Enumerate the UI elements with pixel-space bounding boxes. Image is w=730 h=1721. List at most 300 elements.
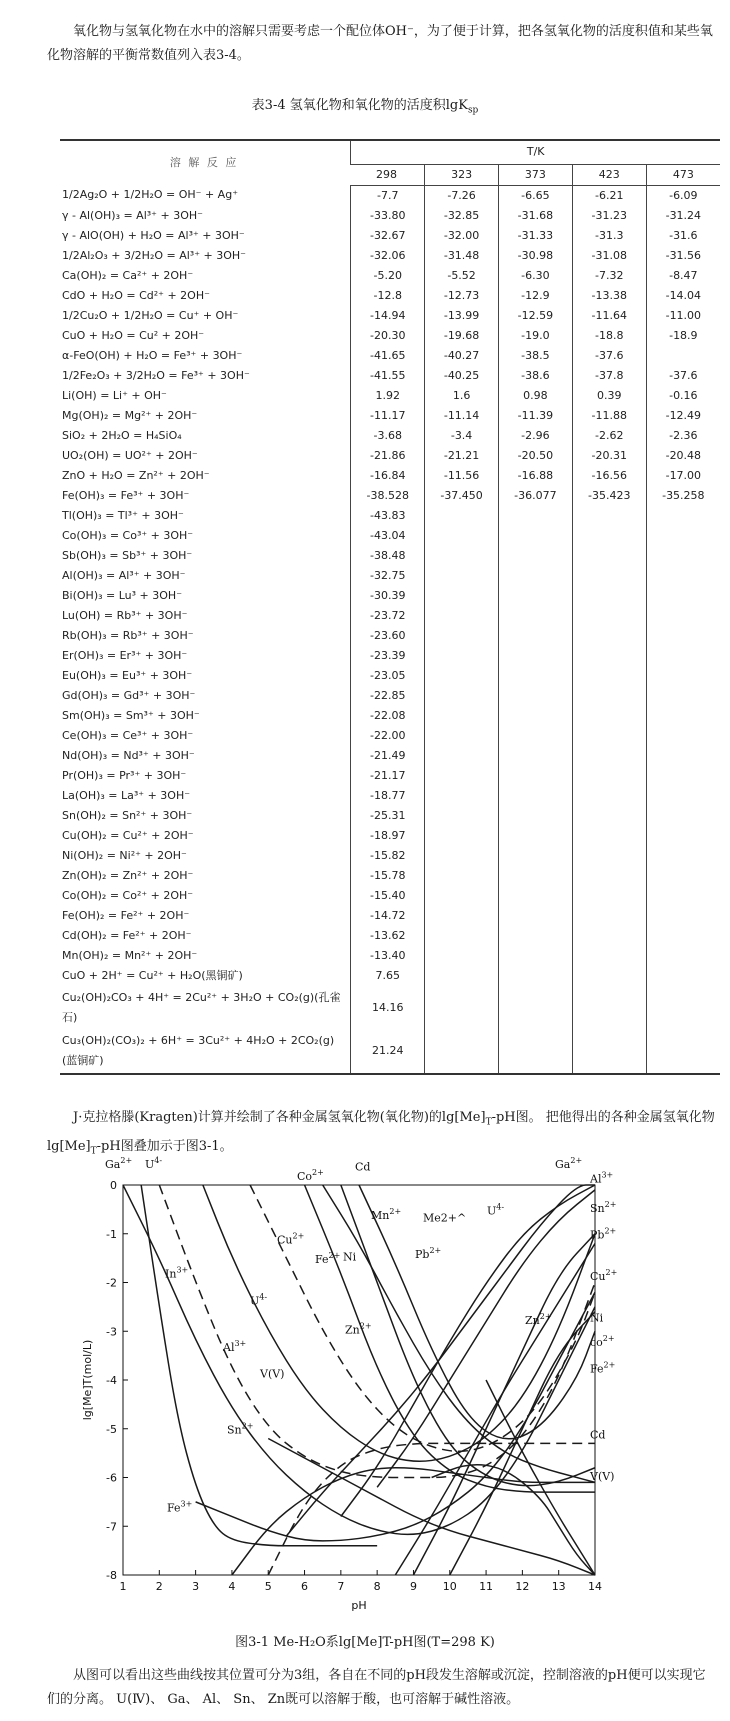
header-temp-373: 373 (499, 164, 573, 185)
table-row (60, 486, 720, 506)
value-cell-423: -31.23 (572, 206, 646, 226)
value-cell-323 (425, 586, 499, 606)
value-cell-323 (425, 506, 499, 526)
header-temp-423: 423 (572, 164, 646, 185)
table-row (60, 986, 720, 1030)
y-tick-label: 0 (110, 1179, 117, 1192)
value-cell-473: -6.09 (646, 185, 720, 206)
curve-label-charge: 2+ (241, 1421, 254, 1431)
header-reaction: 溶 解 反 应 (60, 140, 351, 185)
value-cell-298: 21.24 (351, 1030, 425, 1074)
value-cell-373 (499, 946, 573, 966)
reaction-cell: Cu₂(OH)₂CO₃ + 4H⁺ = 2Cu²⁺ + 3H₂O + CO₂(g)(孔雀石) (62, 990, 341, 1024)
value-cell-473 (646, 566, 720, 586)
value-cell-423 (572, 846, 646, 866)
value-cell-423: -2.62 (572, 426, 646, 446)
value-cell-373 (499, 706, 573, 726)
x-tick-label: 12 (515, 1580, 530, 1593)
value-cell-423 (572, 706, 646, 726)
curve-label: $U^{4-}$ (487, 1202, 505, 1218)
x-tick-label: 10 (442, 1580, 457, 1593)
para2-sub-1: T (485, 1117, 492, 1128)
value-cell-473 (646, 886, 720, 906)
x-tick-label: 14 (588, 1580, 602, 1593)
reaction-cell: CuO + 2H⁺ = Cu²⁺ + H₂O(黑铜矿) (62, 968, 243, 982)
value-cell-298: -22.00 (351, 726, 425, 746)
reaction-cell: Ce(OH)₃ = Ce³⁺ + 3OH⁻ (62, 728, 194, 742)
table-caption (0, 94, 730, 116)
reaction-cell: Co(OH)₂ = Co²⁺ + 2OH⁻ (62, 888, 194, 902)
value-cell-473 (646, 746, 720, 766)
reaction-cell: γ - AlO(OH) + H₂O = Al³⁺ + 3OH⁻ (62, 228, 245, 242)
value-cell-323: -7.26 (425, 185, 499, 206)
value-cell-473 (646, 586, 720, 606)
x-tick-label: 11 (479, 1580, 494, 1593)
value-cell-423: -37.8 (572, 366, 646, 386)
table-row (60, 406, 720, 426)
value-cell-298: -14.72 (351, 906, 425, 926)
x-axis-label: pH (351, 1599, 367, 1612)
value-cell-473 (646, 346, 720, 366)
value-cell-473 (646, 866, 720, 886)
value-cell-373: -12.59 (499, 306, 573, 326)
x-tick-label: 2 (155, 1580, 163, 1593)
y-axis-label: lg[Me]T(mol/L) (81, 1339, 94, 1421)
value-cell-323 (425, 966, 499, 986)
figure-caption: 图3-1 Me-H₂O系lg[Me]T-pH图(T=298 K) (235, 1635, 495, 1650)
curve-label: $Pb^{2+}$ (415, 1246, 442, 1262)
value-cell-323: -37.450 (425, 486, 499, 506)
value-cell-473 (646, 946, 720, 966)
table-row (60, 646, 720, 666)
table-row (60, 506, 720, 526)
value-cell-373 (499, 606, 573, 626)
value-cell-423: -35.423 (572, 486, 646, 506)
value-cell-298: -13.40 (351, 946, 425, 966)
value-cell-423: -37.6 (572, 346, 646, 366)
curve-label-charge: 2+ (312, 1168, 324, 1178)
value-cell-373: -19.0 (499, 326, 573, 346)
curve-label-charge: 2+ (389, 1207, 402, 1217)
value-cell-473 (646, 826, 720, 846)
reaction-cell: Ni(OH)₂ = Ni²⁺ + 2OH⁻ (62, 848, 187, 862)
reaction-cell: Al(OH)₃ = Al³⁺ + 3OH⁻ (62, 568, 186, 582)
value-cell-423 (572, 1030, 646, 1074)
value-cell-298: -22.08 (351, 706, 425, 726)
x-tick-label: 5 (264, 1580, 272, 1593)
reaction-cell: Tl(OH)₃ = Tl³⁺ + 3OH⁻ (62, 508, 184, 522)
value-cell-473 (646, 926, 720, 946)
value-cell-373 (499, 746, 573, 766)
kragten-paragraph (47, 1106, 717, 1163)
reaction-cell: α-FeO(OH) + H₂O = Fe³⁺ + 3OH⁻ (62, 348, 243, 362)
value-cell-298: -18.77 (351, 786, 425, 806)
value-cell-473: -14.04 (646, 286, 720, 306)
value-cell-298: -18.97 (351, 826, 425, 846)
value-cell-323 (425, 706, 499, 726)
value-cell-473 (646, 526, 720, 546)
reaction-cell: CuO + H₂O = Cu² + 2OH⁻ (62, 328, 205, 342)
value-cell-298: 7.65 (351, 966, 425, 986)
value-cell-373: -31.68 (499, 206, 573, 226)
table-row (60, 346, 720, 366)
value-cell-373 (499, 986, 573, 1030)
value-cell-298: -25.31 (351, 806, 425, 826)
curve-label: $Sn^{2+}$ (227, 1421, 254, 1437)
curve-label: $Ga^{2+}$ (105, 1155, 133, 1171)
series-line (141, 1185, 377, 1546)
curve-label-charge: 2+ (602, 1333, 615, 1343)
value-cell-323: -12.73 (425, 286, 499, 306)
table-row (60, 606, 720, 626)
value-cell-298: -12.8 (351, 286, 425, 306)
value-cell-473 (646, 966, 720, 986)
header-temp-298: 298 (351, 164, 425, 185)
x-tick-label: 7 (337, 1580, 345, 1593)
curve-label-charge: 2+ (120, 1155, 133, 1165)
value-cell-473 (646, 546, 720, 566)
value-cell-298: -23.39 (351, 646, 425, 666)
value-cell-473: -37.6 (646, 366, 720, 386)
curve-label-charge: 2+ (359, 1321, 372, 1331)
reaction-cell: Eu(OH)₃ = Eu³⁺ + 3OH⁻ (62, 668, 193, 682)
table-row (60, 1030, 720, 1074)
para2-part-a: J·克拉格滕(Kragten)计算并绘制了各种金属氢氧化物(氧化物)的lg[Me] (73, 1110, 486, 1125)
value-cell-323 (425, 826, 499, 846)
value-cell-323 (425, 606, 499, 626)
table-row (60, 206, 720, 226)
table-row (60, 526, 720, 546)
value-cell-373 (499, 806, 573, 826)
table-row (60, 466, 720, 486)
curve-label-charge: 2+ (429, 1246, 442, 1256)
curve-label: $Zn^{2+}$ (525, 1311, 552, 1327)
value-cell-473: -31.24 (646, 206, 720, 226)
value-cell-423 (572, 606, 646, 626)
curve-label-charge: 2+ (603, 1360, 616, 1370)
value-cell-323: -11.56 (425, 466, 499, 486)
curve-label: Ni (343, 1250, 357, 1264)
value-cell-373 (499, 546, 573, 566)
value-cell-423 (572, 886, 646, 906)
curve-label: $co^{2+}$ (590, 1333, 615, 1349)
x-tick-label: 9 (409, 1580, 417, 1593)
value-cell-323 (425, 666, 499, 686)
reaction-cell: Sm(OH)₃ = Sm³⁺ + 3OH⁻ (62, 708, 200, 722)
value-cell-473: -18.9 (646, 326, 720, 346)
value-cell-473: -35.258 (646, 486, 720, 506)
reaction-cell: SiO₂ + 2H₂O = H₄SiO₄ (62, 428, 182, 442)
value-cell-473 (646, 606, 720, 626)
value-cell-373: -38.6 (499, 366, 573, 386)
value-cell-373: 0.98 (499, 386, 573, 406)
value-cell-323 (425, 866, 499, 886)
value-cell-423 (572, 686, 646, 706)
value-cell-298: 1.92 (351, 386, 425, 406)
table-row (60, 626, 720, 646)
table-row (60, 966, 720, 986)
reaction-cell: Sn(OH)₂ = Sn²⁺ + 3OH⁻ (62, 808, 193, 822)
value-cell-323: -3.4 (425, 426, 499, 446)
series-line (341, 1185, 595, 1486)
curve-label: $U^{4-}$ (145, 1155, 163, 1171)
value-cell-373 (499, 786, 573, 806)
curve-label: $Sn^{2+}$ (590, 1199, 617, 1215)
curve-label-charge: 3+ (180, 1499, 193, 1509)
reaction-cell: 1/2Cu₂O + 1/2H₂O = Cu⁺ + OH⁻ (62, 308, 239, 322)
value-cell-373 (499, 966, 573, 986)
value-cell-473 (646, 906, 720, 926)
value-cell-473: -11.00 (646, 306, 720, 326)
reaction-cell: Li(OH) = Li⁺ + OH⁻ (62, 388, 167, 402)
table-row (60, 326, 720, 346)
curve-label-charge: 2+ (604, 1226, 617, 1236)
y-tick-label: -6 (106, 1471, 117, 1485)
reaction-cell: Co(OH)₃ = Co³⁺ + 3OH⁻ (62, 528, 194, 542)
para2-part-c: -pH图。 把他得出的各种金属氢氧化物lg[Me] (47, 1110, 715, 1154)
reaction-cell: Cu₃(OH)₂(CO₃)₂ + 6H⁺ = 3Cu²⁺ + 4H₂O + 2CO₂(g)(蓝铜矿) (60, 1030, 351, 1074)
value-cell-373 (499, 906, 573, 926)
reaction-cell: Mn(OH)₂ = Mn²⁺ + 2OH⁻ (62, 948, 198, 962)
value-cell-298: -43.83 (351, 506, 425, 526)
value-cell-298: -21.86 (351, 446, 425, 466)
y-tick-label: -4 (106, 1374, 117, 1387)
table-row (60, 786, 720, 806)
curve-label: $Mn^{2+}$ (371, 1207, 402, 1223)
value-cell-373 (499, 626, 573, 646)
curve-label-charge: 4- (154, 1155, 163, 1165)
curve-label-charge: 3+ (601, 1170, 614, 1180)
value-cell-423 (572, 646, 646, 666)
reaction-cell: 1/2Al₂O₃ + 3/2H₂O = Al³⁺ + 3OH⁻ (62, 248, 246, 262)
value-cell-473 (646, 626, 720, 646)
value-cell-298: -32.75 (351, 566, 425, 586)
value-cell-323 (425, 906, 499, 926)
value-cell-373 (499, 666, 573, 686)
table-row (60, 926, 720, 946)
curve-label: $Al^{3+}$ (590, 1170, 614, 1186)
curve-label: $Ga^{2+}$ (555, 1155, 583, 1171)
reaction-cell: Fe(OH)₃ = Fe³⁺ + 3OH⁻ (62, 488, 190, 502)
header-temperature: T/K (351, 140, 720, 164)
para2-part-e: -pH图叠加示于图3-1。 (96, 1138, 233, 1154)
value-cell-298: -15.78 (351, 866, 425, 886)
x-tick-label: 3 (192, 1580, 200, 1593)
reaction-cell: Pr(OH)₃ = Pr³⁺ + 3OH⁻ (62, 768, 187, 782)
series-line (359, 1185, 595, 1439)
value-cell-298: -38.48 (351, 546, 425, 566)
reaction-cell: Nd(OH)₃ = Nd³⁺ + 3OH⁻ (62, 748, 195, 762)
table-row (60, 666, 720, 686)
table-row (60, 185, 720, 206)
value-cell-423: -11.64 (572, 306, 646, 326)
curve-label: $Cu^{2+}$ (277, 1231, 305, 1247)
table-row (60, 226, 720, 246)
value-cell-298: -23.60 (351, 626, 425, 646)
value-cell-423: -7.32 (572, 266, 646, 286)
value-cell-323 (425, 786, 499, 806)
value-cell-373 (499, 566, 573, 586)
value-cell-373: -6.65 (499, 185, 573, 206)
reaction-cell: Sb(OH)₃ = Sb³⁺ + 3OH⁻ (62, 548, 193, 562)
value-cell-373 (499, 586, 573, 606)
value-cell-473: -20.48 (646, 446, 720, 466)
value-cell-323 (425, 926, 499, 946)
value-cell-373 (499, 766, 573, 786)
value-cell-473: -17.00 (646, 466, 720, 486)
value-cell-323 (425, 746, 499, 766)
curve-label: Ni (590, 1311, 604, 1325)
value-cell-423: -11.88 (572, 406, 646, 426)
value-cell-423 (572, 986, 646, 1030)
value-cell-423 (572, 566, 646, 586)
table-row (60, 886, 720, 906)
solubility-table (60, 139, 720, 1075)
value-cell-323: -5.52 (425, 266, 499, 286)
value-cell-298: -32.67 (351, 226, 425, 246)
reaction-cell: UO₂(OH) = UO²⁺ + 2OH⁻ (62, 448, 198, 462)
y-tick-label: -5 (106, 1422, 117, 1436)
table-row (60, 246, 720, 266)
lg-me-ph-chart (75, 1155, 635, 1623)
value-cell-473: -12.49 (646, 406, 720, 426)
value-cell-473 (646, 686, 720, 706)
table-row (60, 546, 720, 566)
table-row (60, 806, 720, 826)
curve-label: Cd (590, 1428, 606, 1442)
curve-label-charge: 2+ (328, 1251, 341, 1260)
table-caption-text: 表3-4 氢氧化物和氧化物的活度积lgK (251, 98, 468, 113)
curve-label: $Fe^{2+}$ (315, 1251, 341, 1266)
curve-label: V(V) (260, 1367, 285, 1381)
y-tick-label: -2 (106, 1276, 117, 1290)
table-row (60, 706, 720, 726)
curve-label: Cd (355, 1160, 371, 1174)
reaction-cell: Er(OH)₃ = Er³⁺ + 3OH⁻ (62, 648, 188, 662)
reaction-cell: Cd(OH)₂ = Fe²⁺ + 2OH⁻ (62, 928, 192, 942)
value-cell-373 (499, 686, 573, 706)
value-cell-298: -30.39 (351, 586, 425, 606)
value-cell-423: -6.21 (572, 185, 646, 206)
intro-paragraph: 氧化物与氢氧化物在水中的溶解只需要考虑一个配位体OH⁻，为了便于计算，把各氢氧化物的活度积值和某些氧化物溶解的平衡常数值列入表3-4。 (47, 24, 713, 63)
value-cell-473 (646, 766, 720, 786)
value-cell-373: -36.077 (499, 486, 573, 506)
conclusion-paragraph: 从图可以看出这些曲线按其位置可分为3组，各自在不同的pH段发生溶解或沉淀，控制溶液的pH便可以实现它们的分离。 U(Ⅳ)、 Ga、 Al、 Sn、 Zn既可以溶解于酸，也可溶解于碱性溶液。 (47, 1668, 706, 1707)
value-cell-423 (572, 526, 646, 546)
table-row (60, 266, 720, 286)
value-cell-298: -21.49 (351, 746, 425, 766)
x-tick-label: 13 (551, 1580, 566, 1593)
header-temp-473: 473 (646, 164, 720, 185)
value-cell-323 (425, 626, 499, 646)
curve-label: Me2+^ (423, 1211, 467, 1225)
value-cell-298: -32.06 (351, 246, 425, 266)
value-cell-473 (646, 786, 720, 806)
value-cell-323: -31.48 (425, 246, 499, 266)
value-cell-423 (572, 666, 646, 686)
value-cell-423: -13.38 (572, 286, 646, 306)
value-cell-323 (425, 1030, 499, 1074)
value-cell-373: -31.33 (499, 226, 573, 246)
reaction-cell: 1/2Ag₂O + 1/2H₂O = OH⁻ + Ag⁺ (62, 188, 238, 202)
curve-label-charge: 3+ (234, 1338, 247, 1348)
value-cell-423 (572, 506, 646, 526)
table-row (60, 846, 720, 866)
reaction-cell: Gd(OH)₃ = Gd³⁺ + 3OH⁻ (62, 688, 196, 702)
value-cell-323: -13.99 (425, 306, 499, 326)
curve-label: $Pb^{2+}$ (590, 1226, 617, 1242)
table-row (60, 426, 720, 446)
value-cell-298: -41.65 (351, 346, 425, 366)
value-cell-423 (572, 866, 646, 886)
value-cell-423 (572, 946, 646, 966)
curve-label-charge: 2+ (570, 1155, 583, 1165)
value-cell-298: -20.30 (351, 326, 425, 346)
table-row (60, 746, 720, 766)
para2-sub-2: T (90, 1146, 97, 1157)
curve-label: $Co^{2+}$ (297, 1168, 324, 1184)
value-cell-323: -32.85 (425, 206, 499, 226)
reaction-cell: Lu(OH) = Rb³⁺ + 3OH⁻ (62, 608, 188, 622)
table-row (60, 586, 720, 606)
value-cell-323 (425, 766, 499, 786)
value-cell-423 (572, 906, 646, 926)
value-cell-373 (499, 726, 573, 746)
value-cell-298: -7.7 (351, 185, 425, 206)
value-cell-473 (646, 706, 720, 726)
value-cell-323 (425, 686, 499, 706)
reaction-cell: Bi(OH)₃ = Lu³ + 3OH⁻ (62, 588, 182, 602)
table-row (60, 946, 720, 966)
value-cell-473: -8.47 (646, 266, 720, 286)
value-cell-298: -3.68 (351, 426, 425, 446)
x-tick-label: 4 (228, 1580, 236, 1593)
curve-label-charge: 3+ (176, 1265, 189, 1275)
table-row (60, 566, 720, 586)
value-cell-373: -6.30 (499, 266, 573, 286)
value-cell-323 (425, 846, 499, 866)
value-cell-323: 1.6 (425, 386, 499, 406)
curve-label-charge: 2+ (539, 1311, 552, 1321)
value-cell-298: -33.80 (351, 206, 425, 226)
value-cell-473: -0.16 (646, 386, 720, 406)
value-cell-373: -20.50 (499, 446, 573, 466)
curve-label: $Fe^{2+}$ (590, 1360, 616, 1376)
value-cell-473 (646, 646, 720, 666)
value-cell-473 (646, 506, 720, 526)
value-cell-473 (646, 726, 720, 746)
value-cell-298: -23.72 (351, 606, 425, 626)
value-cell-323 (425, 986, 499, 1030)
table-row (60, 726, 720, 746)
value-cell-298: -38.528 (351, 486, 425, 506)
value-cell-423 (572, 806, 646, 826)
table-row (60, 446, 720, 466)
curve-label-charge: 4- (496, 1202, 505, 1212)
reaction-cell: Rb(OH)₃ = Rb³⁺ + 3OH⁻ (62, 628, 194, 642)
value-cell-323: -40.25 (425, 366, 499, 386)
value-cell-298: -14.94 (351, 306, 425, 326)
table-row (60, 766, 720, 786)
value-cell-423 (572, 926, 646, 946)
reaction-cell: Ca(OH)₂ = Ca²⁺ + 2OH⁻ (62, 268, 194, 282)
value-cell-323 (425, 646, 499, 666)
value-cell-423: -20.31 (572, 446, 646, 466)
table-row (60, 686, 720, 706)
header-temp-323: 323 (425, 164, 499, 185)
value-cell-323 (425, 546, 499, 566)
value-cell-323: -32.00 (425, 226, 499, 246)
